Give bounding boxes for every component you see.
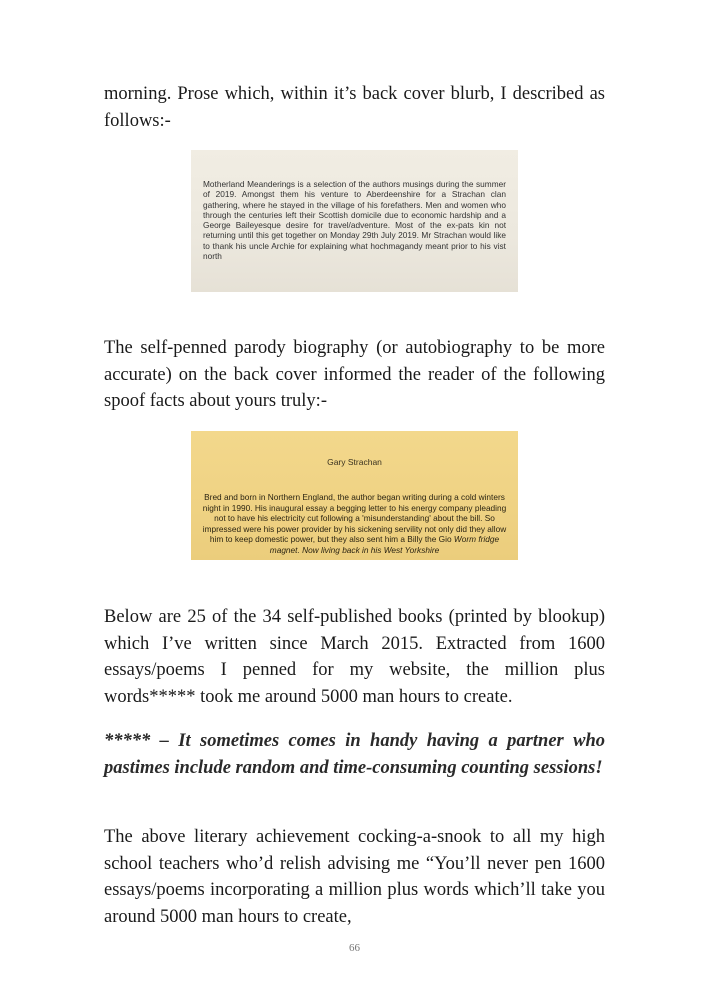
paragraph-books: Below are 25 of the 34 self-published books (printed by blookup) which I’ve written since March 2015. Extracted from 1600 essays/poems I penned for my website, the million plus words***** took me around 5000 man hours to create.: [104, 607, 605, 707]
author-biography-photo: [191, 431, 518, 560]
back-cover-blurb-photo: [191, 150, 518, 292]
author-name: Gary Strachan: [327, 457, 382, 467]
paragraph-intro: morning. Prose which, within it’s back cover blurb, I described as follows:-: [104, 84, 605, 131]
paragraph-achievement: The above literary achievement cocking-a-snook to all my high school teachers who’d relish advising me “You’ll never pen 1600 essays/poems incorporating a million plus words which’ll take you around 5000 man hours to create,: [104, 827, 605, 927]
biography-text: [197, 492, 512, 556]
biography-text-tail: Worm fridge magnet. Now living back in his West Yorkshire: [269, 534, 500, 555]
paragraph-biography-intro: The self-penned parody biography (or autobiography to be more accurate) on the back cover informed the reader of the following spoof facts about yours truly:-: [104, 338, 605, 411]
blurb-text: Motherland Meanderings is a selection of the authors musings during the summer of 2019. Amongst them his venture to Aberdeenshire for a Strachan clan gathering, where he stayed in the village of his forefathers. Men and women who through the centuries left their Scottish domicile due to economic hardship and a George Baileyesque desire for travel/adventure. Most of the ex-pats kin not returning until this get together on Monday 29th July 2019. Mr Strachan would like to thank his uncle Archie for explaining what hochmagandy meant prior to his vist north: [203, 179, 506, 262]
footnote-counting: ***** – It sometimes comes in handy having a partner who pastimes include random and time-consuming counting sessions!: [104, 731, 605, 778]
page-number: 66: [349, 942, 360, 954]
biography-text-main: Bred and born in Northern England, the author began writing during a cold winters night in 1990. His inaugural essay a begging letter to his energy company pleading not to have his electricity cut following a 'misunderstanding' about the bill. So impressed were his power provider by his sickening servility not only did they allow him to keep domestic power, but they also sent him a Billy the Gio: [202, 492, 507, 545]
